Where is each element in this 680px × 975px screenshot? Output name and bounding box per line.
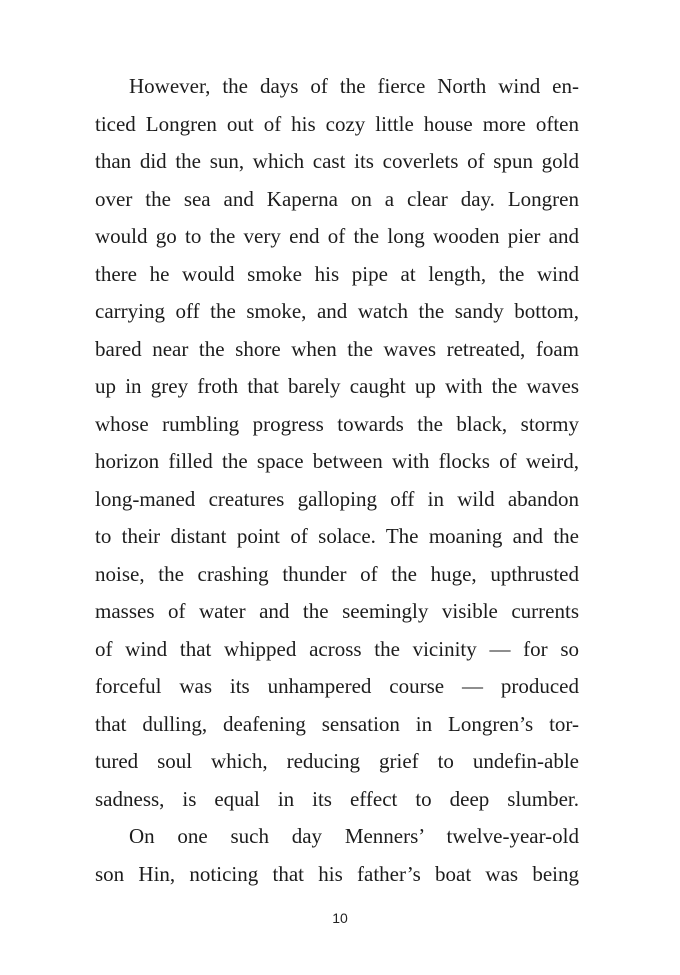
paragraph-1-line-8: bared near the shore when the waves retreated, foam xyxy=(95,336,579,361)
page-number: 10 xyxy=(332,910,348,926)
paragraph-1-line-14: noise, the crashing thunder of the huge, upthrusted xyxy=(95,561,579,586)
paragraph-2-line-2: son Hin, noticing that his father’s boat was being xyxy=(95,861,579,886)
paragraph-1-line-13: to their distant point of solace. The moaning and the xyxy=(95,524,579,548)
paragraph-1-line-12: long-maned creatures galloping off in wild abandon xyxy=(95,486,579,511)
paragraph-1-line-1: However, the days of the fierce North wind en- xyxy=(129,74,579,98)
paragraph-1-line-6: there he would smoke his pipe at length, the wind xyxy=(95,261,579,286)
paragraph-1-line-11: horizon filled the space between with flocks of weird, xyxy=(95,449,579,473)
paragraph-1-line-19: tured soul which, reducing grief to undefin-able xyxy=(95,749,579,773)
paragraph-1-line-3: than did the sun, which cast its coverlets of spun gold xyxy=(95,149,579,173)
page-body xyxy=(95,68,579,893)
paragraph-1-line-7: carrying off the smoke, and watch the sandy bottom, xyxy=(95,299,579,323)
paragraph-1-line-10: whose rumbling progress towards the black, stormy xyxy=(95,411,579,436)
paragraph-1-line-20: sadness, is equal in its effect to deep slumber. xyxy=(95,786,579,811)
paragraph-1-line-15: masses of water and the seemingly visible currents xyxy=(95,599,579,623)
paragraph-1-line-5: would go to the very end of the long wooden pier and xyxy=(95,224,579,248)
paragraph-1-line-18: that dulling, deafening sensation in Longren’s tor- xyxy=(95,711,579,736)
paragraph-1-line-9: up in grey froth that barely caught up with the waves xyxy=(95,374,579,398)
paragraph-2-line-1: On one such day Menners’ twelve-year-old xyxy=(129,824,579,848)
paragraph-1-line-17: forceful was its unhampered course — produced xyxy=(95,674,579,698)
paragraph-1-line-2: ticed Longren out of his cozy little house more often xyxy=(95,111,579,136)
paragraph-1-line-4: over the sea and Kaperna on a clear day. Longren xyxy=(95,186,579,211)
paragraph-1-line-16: of wind that whipped across the vicinity — for so xyxy=(95,636,579,661)
